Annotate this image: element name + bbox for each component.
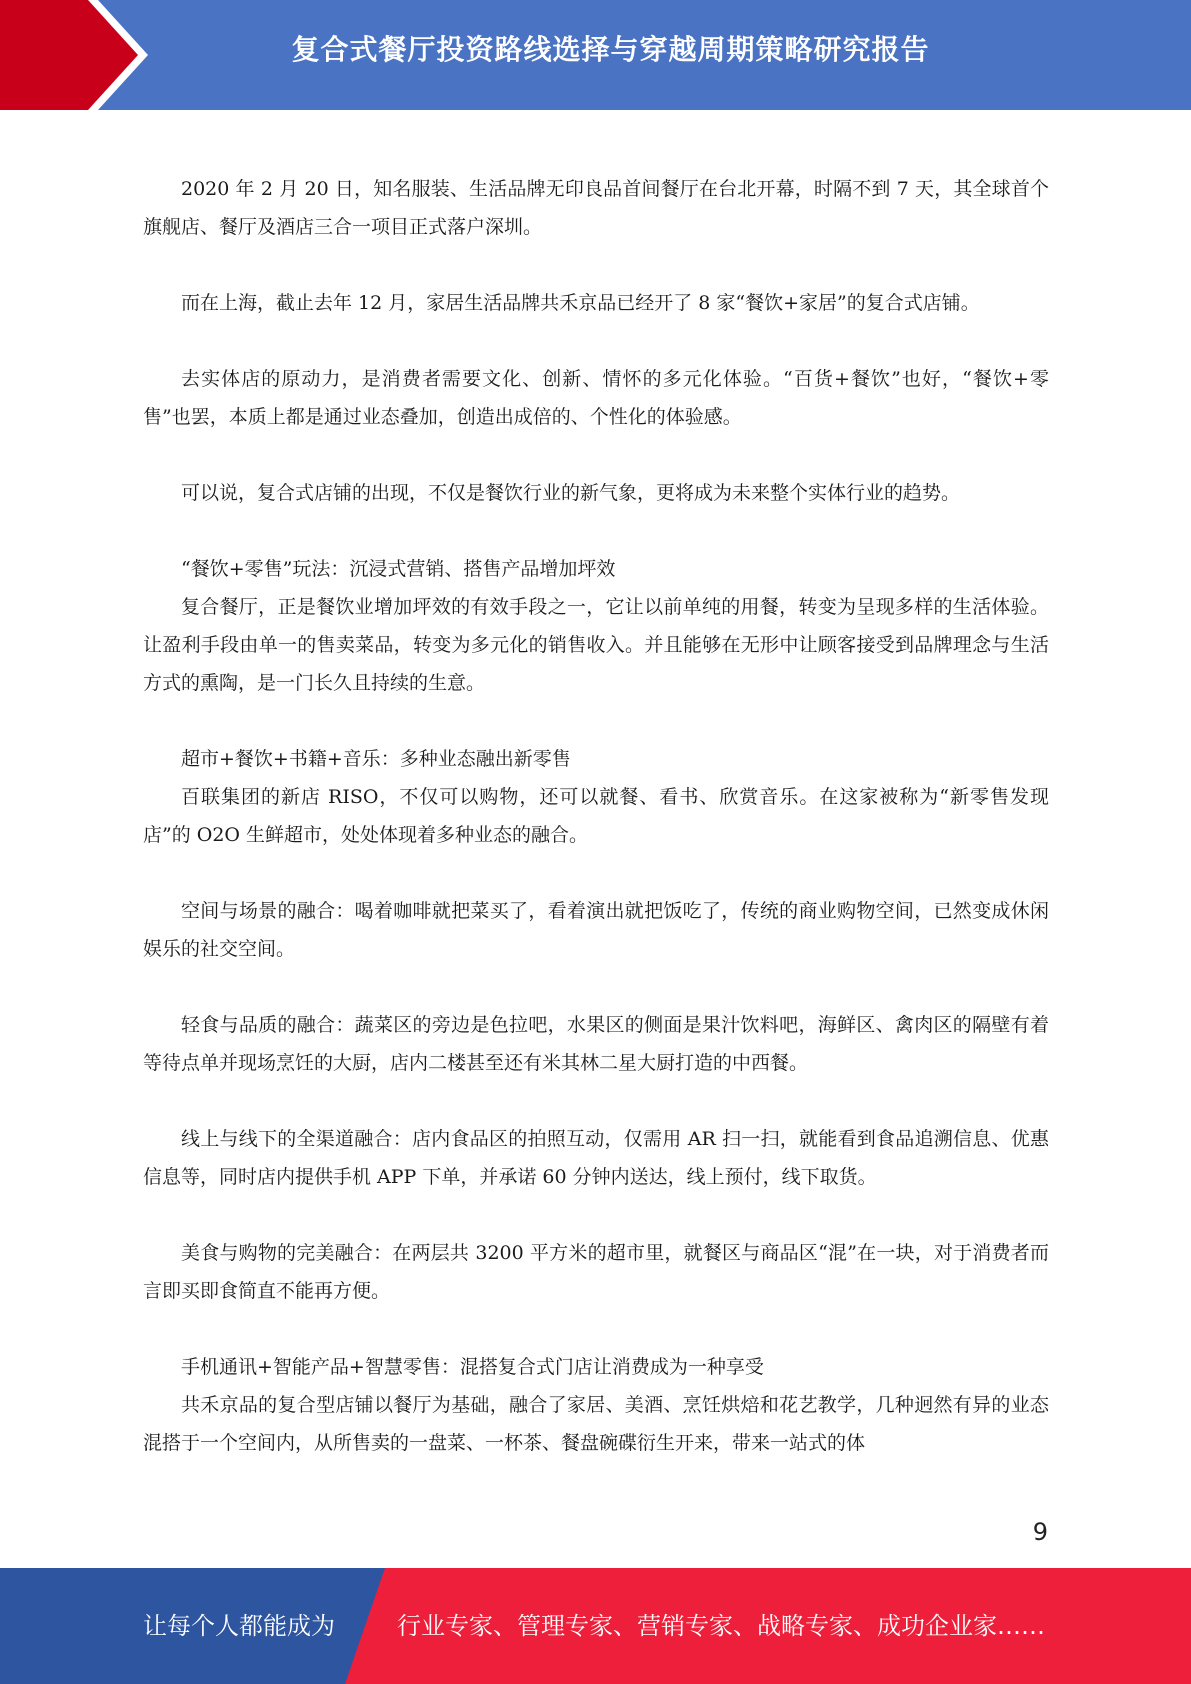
paragraph: 空间与场景的融合：喝着咖啡就把菜买了，看着演出就把饭吃了，传统的商业购物空间，已然变成休闲娱乐的社交空间。 bbox=[143, 900, 1049, 960]
page-header bbox=[0, 0, 1191, 110]
header-red-arrow-icon bbox=[0, 0, 150, 110]
paragraph: 线上与线下的全渠道融合：店内食品区的拍照互动，仅需用 AR 扫一扫，就能看到食品追溯信息、优惠信息等，同时店内提供手机 APP 下单，并承诺 60 分钟内送达，线上预付，线下取货。 bbox=[143, 1128, 1049, 1188]
paragraph: 共禾京品的复合型店铺以餐厅为基础，融合了家居、美酒、烹饪烘焙和花艺教学，几种迥然有异的业态混搭于一个空间内，从所售卖的一盘菜、一杯茶、餐盘碗碟衍生开来，带来一站式的体 bbox=[143, 1394, 1049, 1454]
section-heading: 超市+餐饮+书籍+音乐：多种业态融出新零售 bbox=[181, 748, 571, 770]
paragraph: 美食与购物的完美融合：在两层共 3200 平方米的超市里，就餐区与商品区“混”在一块，对于消费者而言即买即食简直不能再方便。 bbox=[143, 1242, 1049, 1302]
paragraph: 轻食与品质的融合：蔬菜区的旁边是色拉吧，水果区的侧面是果汁饮料吧，海鲜区、禽肉区的隔壁有着等待点单并现场烹饪的大厨，店内二楼甚至还有米其林二星大厨打造的中西餐。 bbox=[143, 1014, 1049, 1074]
article-body bbox=[143, 170, 1049, 1462]
paragraph: 可以说，复合式店铺的出现，不仅是餐饮行业的新气象，更将成为未来整个实体行业的趋势。 bbox=[181, 482, 961, 504]
page-number: 9 bbox=[1032, 1518, 1048, 1546]
paragraph: 复合餐厅，正是餐饮业增加坪效的有效手段之一，它让以前单纯的用餐，转变为呈现多样的生活体验。让盈利手段由单一的售卖菜品，转变为多元化的销售收入。并且能够在无形中让顾客接受到品牌理念与生活方式的熏陶，是一门长久且持续的生意。 bbox=[143, 596, 1049, 694]
footer-slogan-right: 行业专家、管理专家、营销专家、战略专家、成功企业家…… bbox=[397, 1612, 1045, 1640]
footer-slogan-left: 让每个人都能成为 bbox=[143, 1612, 335, 1640]
paragraph: 去实体店的原动力，是消费者需要文化、创新、情怀的多元化体验。“百货+餐饮”也好，“餐饮+零售”也罢，本质上都是通过业态叠加，创造出成倍的、个性化的体验感。 bbox=[143, 368, 1049, 428]
paragraph: 2020 年 2 月 20 日，知名服装、生活品牌无印良品首间餐厅在台北开幕，时隔不到 7 天，其全球首个旗舰店、餐厅及酒店三合一项目正式落户深圳。 bbox=[143, 178, 1049, 238]
page-footer bbox=[0, 1568, 1191, 1684]
section-heading: “餐饮+零售”玩法：沉浸式营销、搭售产品增加坪效 bbox=[181, 558, 616, 580]
section-heading: 手机通讯+智能产品+智慧零售：混搭复合式门店让消费成为一种享受 bbox=[181, 1356, 764, 1378]
paragraph: 百联集团的新店 RISO，不仅可以购物，还可以就餐、看书、欣赏音乐。在这家被称为“新零售发现店”的 O2O 生鲜超市，处处体现着多种业态的融合。 bbox=[143, 786, 1049, 846]
paragraph: 而在上海，截止去年 12 月，家居生活品牌共禾京品已经开了 8 家“餐饮+家居”的复合式店铺。 bbox=[181, 292, 980, 314]
report-title: 复合式餐厅投资路线选择与穿越周期策略研究报告 bbox=[291, 33, 930, 66]
